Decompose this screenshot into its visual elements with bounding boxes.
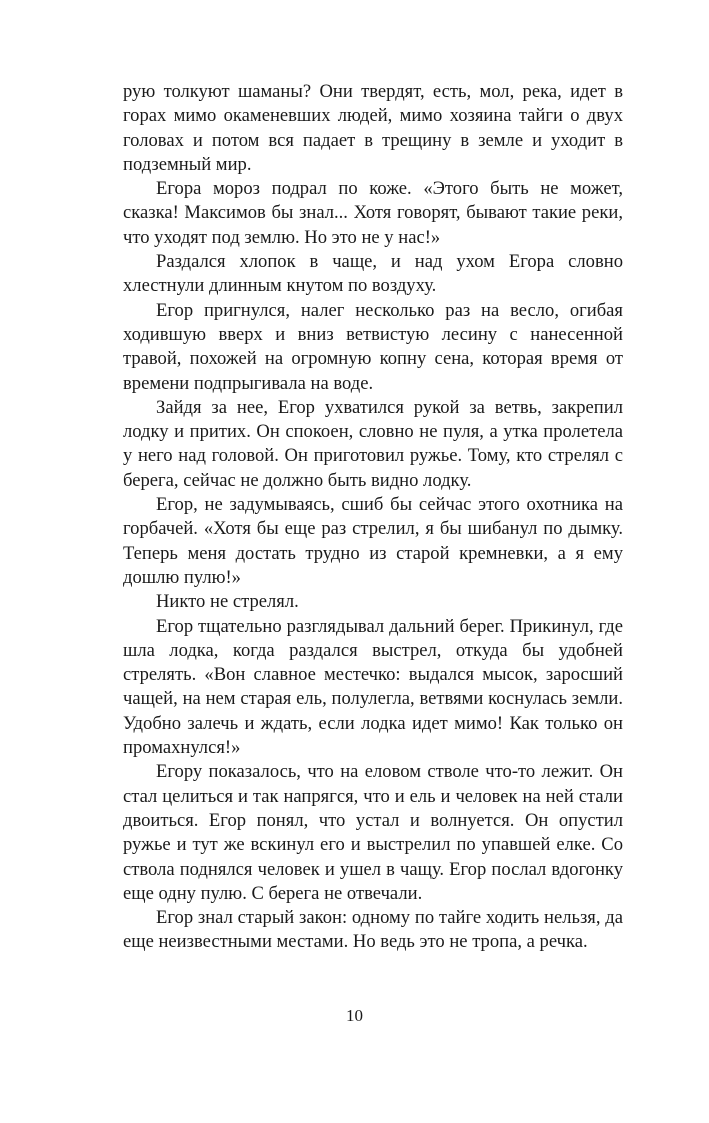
paragraph: Егор пригнулся, налег несколько раз на весло, огибая ходившую вверх и вниз ветвистую лесину с нанесенной травой, похожей на огромную копну сена, которая время от времени подпрыгивала на воде. xyxy=(123,299,623,394)
paragraph: Егор тщательно разглядывал дальний берег. Прикинул, где шла лодка, когда раздался выстрел, откуда бы удобней стрелять. «Вон славное местечко: выдался мысок, заросший чащей, на нем старая ель, полулегла, ветвями коснулась земли. Удобно залечь и ждать, если лодка идет мимо! Как только он промахнулся!» xyxy=(123,615,623,759)
paragraph: Егор, не задумываясь, сшиб бы сейчас этого охотника на горбачей. «Хотя бы еще раз стрелил, я бы шибанул по дымку. Теперь меня достать трудно из старой кремневки, а я ему дошлю пулю!» xyxy=(123,494,623,588)
paragraph: Егора мороз подрал по коже. «Этого быть не может, сказка! Максимов бы знал... Хотя говорят, бывают такие реки, что уходят под землю. Но это не у нас!» xyxy=(123,178,623,248)
paragraph: Егору показалось, что на еловом стволе что-то лежит. Он стал целиться и так напрягся, что и ель и человек на ней стали двоиться. Егор понял, что устал и волнуется. Он опустил ружье и тут же вскинул его и выстрелил по упавшей елке. Со ствола поднялся человек и ушел в чащу. Егор послал вдогонку еще одну пулю. С берега не отвечали. xyxy=(123,761,623,904)
page-number: 10 xyxy=(346,1006,363,1025)
paragraph: Егор знал старый закон: одному по тайге ходить нельзя, да еще неизвестными местами. Но ведь это не тропа, а речка. xyxy=(123,907,623,953)
paragraph: Раздался хлопок в чаще, и над ухом Егора словно хлестнули длинным кнутом по воздуху. xyxy=(123,251,623,297)
paragraph: Никто не стрелял. xyxy=(156,591,299,613)
body-text xyxy=(123,80,623,955)
paragraph: рую толкуют шаманы? Они твердят, есть, мол, река, идет в горах мимо окаменевших людей, мимо хозяина тайги о двух головах и потом вся падает в трещину в земле и уходит в подземный мир. xyxy=(123,81,623,175)
paragraph: Зайдя за нее, Егор ухватился рукой за ветвь, закрепил лодку и притих. Он спокоен, словно не пуля, а утка пролетела у него над головой. Он приготовил ружье. Тому, кто стрелял с берега, сейчас не должно быть видно лодку. xyxy=(123,396,623,491)
